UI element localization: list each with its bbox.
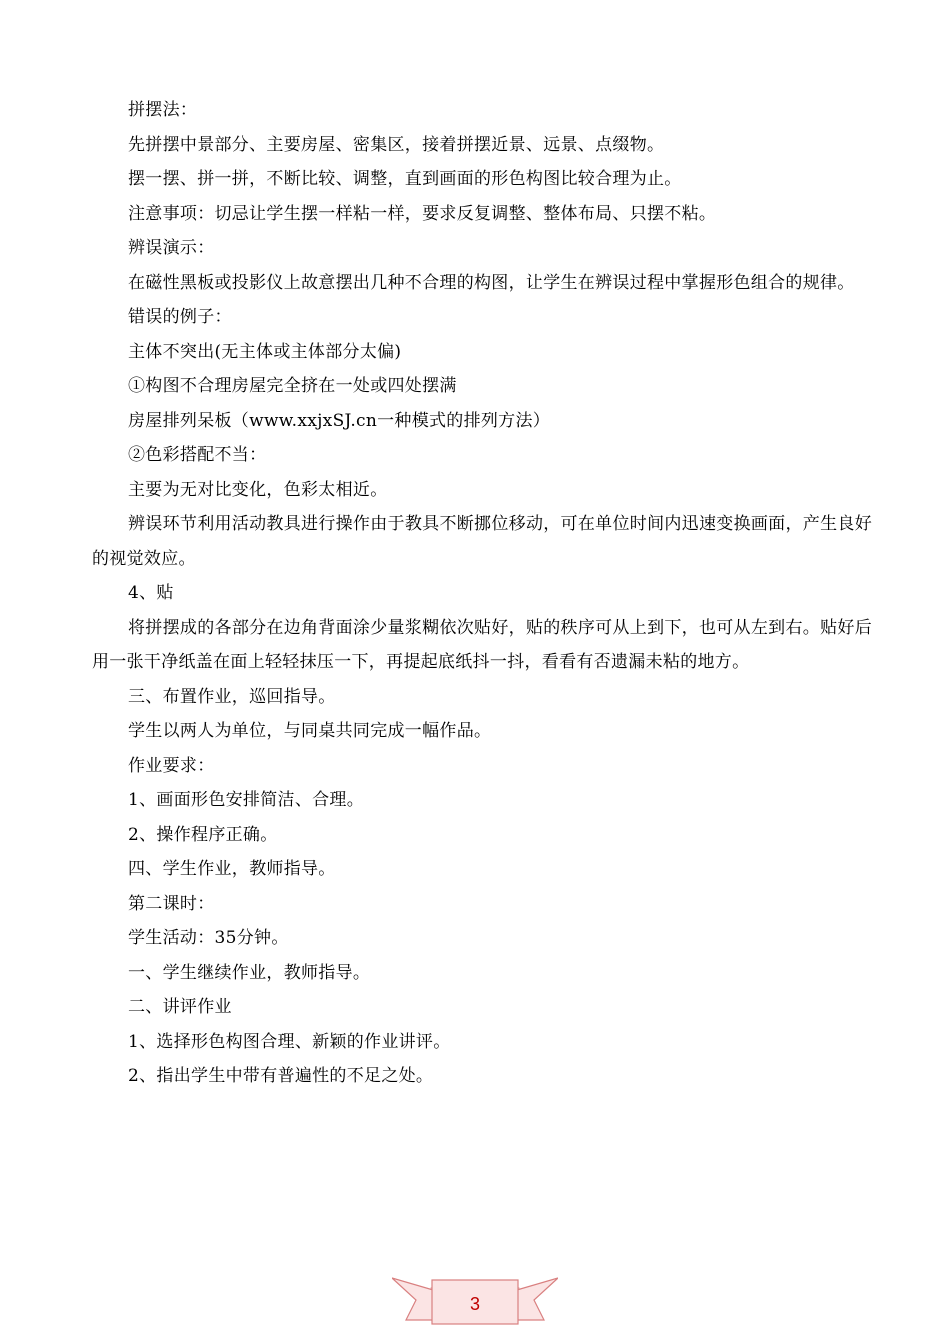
paragraph: 4、贴 <box>128 583 174 603</box>
paragraph: 作业要求： <box>128 755 215 776</box>
paragraph: 主要为无对比变化，色彩太相近。 <box>128 479 388 500</box>
paragraph: 2、指出学生中带有普遍性的不足之处。 <box>128 1066 434 1086</box>
paragraph: 辨误环节利用活动教具进行操作由于教具不断挪位移动，可在单位时间内迅速变换画面，产生良好的视觉效应。 <box>92 514 872 569</box>
paragraph: ②色彩搭配不当： <box>128 445 267 465</box>
paragraph: 在磁性黑板或投影仪上故意摆出几种不合理的构图，让学生在辨误过程中掌握形色组合的规律。 <box>128 272 855 293</box>
paragraph: 1、画面形色安排简洁、合理。 <box>128 790 365 810</box>
paragraph: 主体不突出(无主体或主体部分太偏) <box>128 341 402 362</box>
document-body <box>92 93 872 1094</box>
paragraph: 学生活动：35分钟。 <box>128 928 289 948</box>
paragraph: 先拼摆中景部分、主要房屋、密集区，接着拼摆近景、远景、点缀物。 <box>128 134 665 155</box>
page-footer <box>392 1270 558 1330</box>
paragraph: 学生以两人为单位，与同桌共同完成一幅作品。 <box>128 721 492 741</box>
paragraph: ①构图不合理房屋完全挤在一处或四处摆满 <box>128 376 457 396</box>
paragraph: 错误的例子： <box>128 307 232 327</box>
paragraph: 摆一摆、拼一拼，不断比较、调整，直到画面的形色构图比较合理为止。 <box>128 169 682 189</box>
paragraph: 二、讲评作业 <box>128 997 232 1017</box>
page-number: 3 <box>469 1294 480 1314</box>
paragraph: 第二课时： <box>128 893 215 914</box>
paragraph: 一、学生继续作业，教师指导。 <box>128 962 371 983</box>
paragraph: 辨误演示： <box>128 238 215 258</box>
paragraph: 注意事项：切忌让学生摆一样粘一样，要求反复调整、整体布局、只摆不粘。 <box>128 203 717 224</box>
paragraph: 三、布置作业，巡回指导。 <box>128 686 336 707</box>
paragraph: 2、操作程序正确。 <box>128 824 278 845</box>
paragraph: 四、学生作业，教师指导。 <box>128 859 336 879</box>
paragraph: 房屋排列呆板（www.xxjxSJ.cn一种模式的排列方法） <box>128 410 551 431</box>
paragraph: 拼摆法： <box>128 100 198 120</box>
paragraph: 1、选择形色构图合理、新颖的作业讲评。 <box>128 1031 451 1052</box>
paragraph: 将拼摆成的各部分在边角背面涂少量浆糊依次贴好，贴的秩序可从上到下，也可从左到右。贴好后用一张干净纸盖在面上轻轻抹压一下，再提起底纸抖一抖，看看有否遗漏未粘的地方。 <box>92 617 872 672</box>
